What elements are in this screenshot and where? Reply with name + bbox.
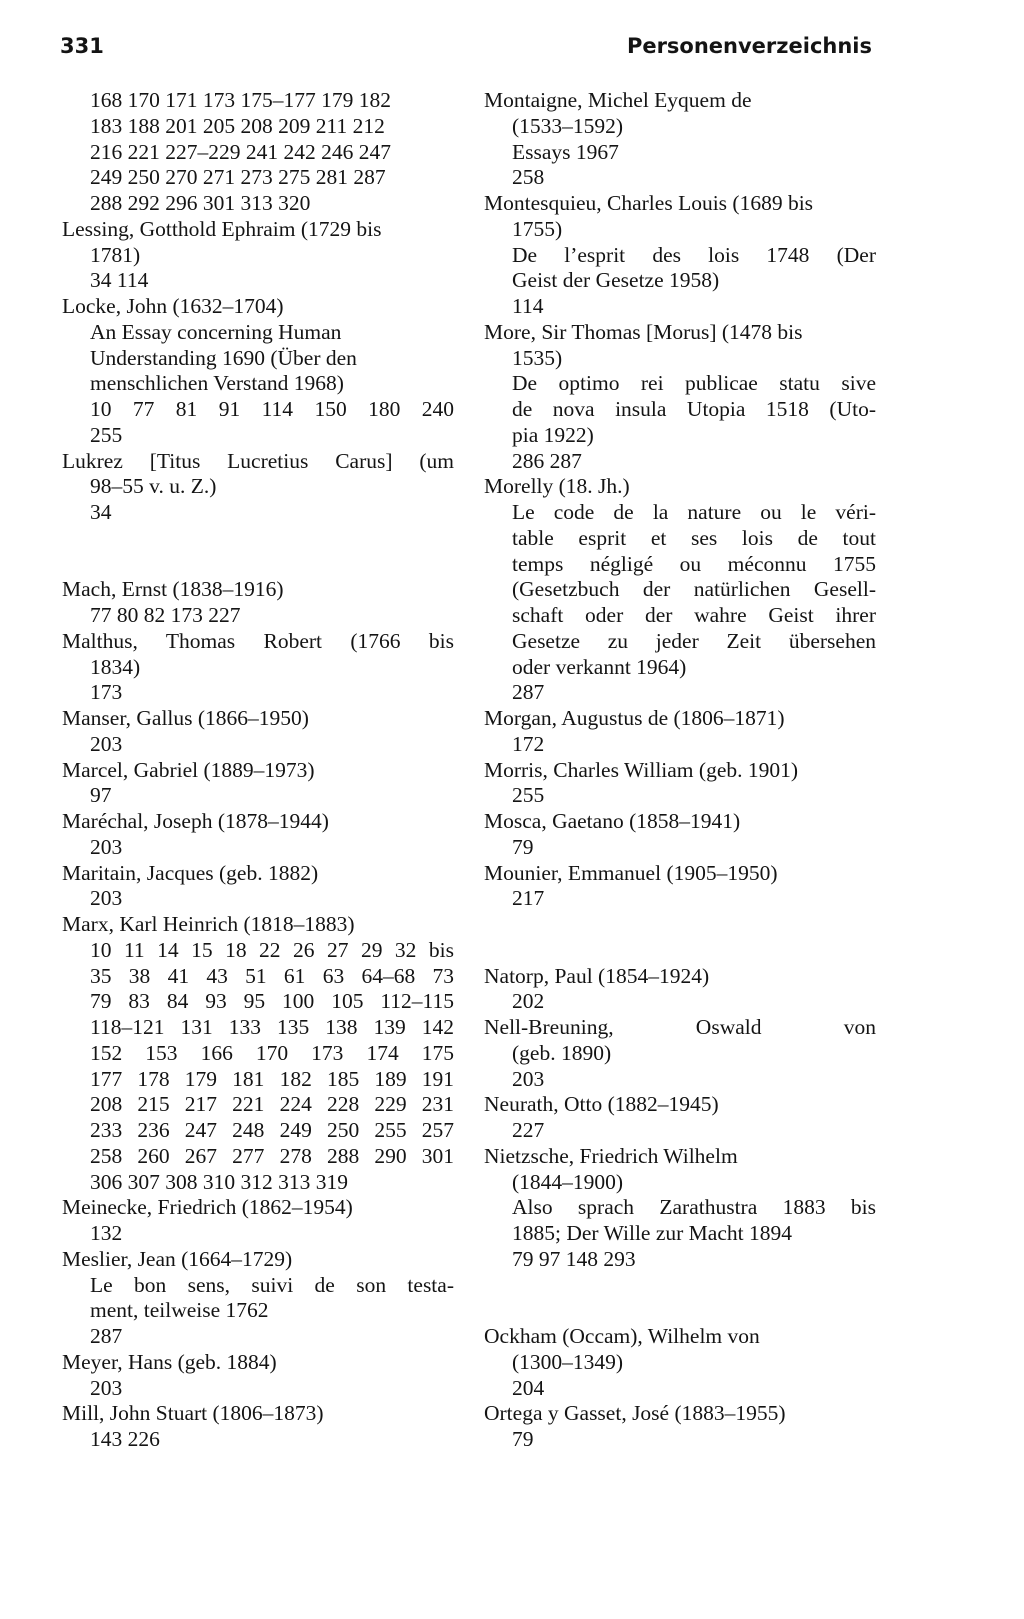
index-entry	[484, 1092, 876, 1144]
entry-page-refs: 288 292 296 301 313 320	[90, 191, 311, 215]
entry-page-refs: 249 250 270 271 273 275 281 287	[90, 165, 386, 190]
entry-continuation: (1300–1349)	[512, 1349, 624, 1374]
entry-name: Malthus, Thomas Robert (1766 bis	[62, 628, 454, 653]
entry-continuation: Essays 1967	[512, 139, 619, 164]
entry-name: Ortega y Gasset, José (1883–1955)	[484, 1401, 786, 1426]
index-entry	[484, 758, 876, 810]
entry-name: Nietzsche, Friedrich Wilhelm	[484, 1143, 738, 1168]
index-entry	[484, 809, 876, 861]
entry-name: Meyer, Hans (geb. 1884)	[62, 1349, 277, 1374]
entry-name: Lessing, Gotthold Ephraim (1729 bis	[62, 216, 382, 241]
entry-page-refs: 183 188 201 205 208 209 211 212	[90, 113, 385, 138]
index-entry	[62, 577, 454, 629]
entry-name: Ockham (Occam), Wilhelm von	[484, 1324, 760, 1348]
entry-page-refs: 79 97 148 293	[512, 1246, 636, 1271]
index-entry	[484, 1015, 876, 1092]
entry-page-refs: 203	[512, 1066, 545, 1091]
index-entry	[62, 449, 454, 526]
entry-continuation: table esprit et ses lois de tout	[512, 525, 876, 550]
entry-continuation: (1844–1900)	[512, 1169, 624, 1194]
entry-name: Morris, Charles William (geb. 1901)	[484, 757, 799, 782]
entry-name: Neurath, Otto (1882–1945)	[484, 1092, 719, 1117]
entry-page-refs: 306 307 308 310 312 313 319	[90, 1169, 348, 1194]
entry-page-refs: 258	[512, 165, 545, 190]
entry-page-refs: 10 77 81 91 114 150 180 240	[90, 397, 454, 421]
entry-page-refs: 97	[90, 783, 112, 808]
entry-page-refs: 208 215 217 221 224 228 229 231	[90, 1092, 454, 1117]
entry-continuation: de nova insula Utopia 1518 (Uto-	[512, 397, 876, 421]
entry-page-refs: 177 178 179 181 182 185 189 191	[90, 1066, 454, 1091]
entry-page-refs: 255	[512, 783, 545, 808]
index-entry	[484, 1144, 876, 1273]
index-entry	[484, 1324, 876, 1401]
entry-continuation: 1834)	[90, 654, 141, 679]
index-entry	[62, 294, 454, 449]
index-entry	[62, 706, 454, 758]
entry-page-refs: 10 11 14 15 18 22 26 27 29 32 bis	[90, 937, 454, 962]
entry-page-refs: 118–121 131 133 135 138 139 142	[90, 1015, 454, 1039]
index-entry	[62, 217, 454, 294]
entry-page-refs: 34 114	[90, 268, 149, 293]
page-number: 331	[60, 34, 104, 58]
entry-name: Locke, John (1632–1704)	[62, 294, 284, 318]
entry-continuation: 1755)	[512, 216, 563, 241]
entry-name: Manser, Gallus (1866–1950)	[62, 706, 309, 730]
entry-continuation: Gesetze zu jeder Zeit übersehen	[512, 628, 876, 653]
entry-continuation: 1781)	[90, 242, 141, 267]
index-entry	[62, 629, 454, 706]
letter-section-gap	[62, 526, 454, 578]
entry-page-refs: 287	[512, 680, 545, 705]
entry-name: Montaigne, Michel Eyquem de	[484, 88, 752, 112]
index-entry	[484, 88, 876, 191]
entry-name: Maritain, Jacques (geb. 1882)	[62, 860, 319, 885]
entry-continuation: menschlichen Verstand 1968)	[90, 371, 344, 396]
index-entry	[484, 861, 876, 913]
entry-continuation: Also sprach Zarathustra 1883 bis	[512, 1195, 876, 1220]
index-entry	[62, 758, 454, 810]
index-entry	[62, 88, 454, 217]
index-entry	[484, 320, 876, 475]
index-entry	[484, 964, 876, 1016]
entry-continuation: Le code de la nature ou le véri-	[512, 500, 876, 524]
entry-page-refs: 152 153 166 170 173 174 175	[90, 1040, 454, 1065]
entry-continuation: Geist der Gesetze 1958)	[512, 268, 720, 293]
entry-name: Meinecke, Friedrich (1862–1954)	[62, 1195, 353, 1220]
entry-page-refs: 203	[90, 731, 123, 756]
entry-page-refs: 287	[90, 1324, 123, 1348]
entry-page-refs: 203	[90, 834, 123, 859]
index-entry	[62, 1350, 454, 1402]
entry-name: Meslier, Jean (1664–1729)	[62, 1246, 293, 1271]
entry-page-refs: 79	[512, 834, 534, 859]
index-column-right	[484, 88, 876, 1453]
entry-page-refs: 217	[512, 886, 545, 911]
entry-name: Nell-Breuning, Oswald von	[484, 1015, 876, 1039]
index-entry	[484, 474, 876, 706]
entry-page-refs: 286 287	[512, 448, 582, 473]
entry-name: More, Sir Thomas [Morus] (1478 bis	[484, 319, 803, 344]
index-entry	[484, 191, 876, 320]
entry-name: Morelly (18. Jh.)	[484, 474, 630, 499]
entry-page-refs: 114	[512, 294, 544, 318]
entry-name: Montesquieu, Charles Louis (1689 bis	[484, 191, 814, 215]
entry-page-refs: 143 226	[90, 1427, 160, 1451]
entry-page-refs: 233 236 247 248 249 250 255 257	[90, 1118, 454, 1142]
entry-continuation: ment, teilweise 1762	[90, 1298, 269, 1323]
section-title: Personenverzeichnis	[626, 34, 872, 58]
entry-page-refs: 202	[512, 989, 545, 1014]
entry-page-refs: 79 83 84 93 95 100 105 112–115	[90, 989, 454, 1014]
entry-page-refs: 258 260 267 277 278 288 290 301	[90, 1143, 454, 1168]
entry-continuation: De l’esprit des lois 1748 (Der	[512, 242, 876, 267]
entry-page-refs: 216 221 227–229 241 242 246 247	[90, 139, 391, 164]
entry-name: Morgan, Augustus de (1806–1871)	[484, 706, 785, 730]
entry-name: Lukrez [Titus Lucretius Carus] (um	[62, 448, 454, 473]
entry-page-refs: 204	[512, 1375, 545, 1400]
entry-continuation: oder verkannt 1964)	[512, 654, 687, 679]
entry-page-refs: 168 170 171 173 175–177 179 182	[90, 88, 391, 112]
entry-continuation: (1533–1592)	[512, 113, 624, 138]
entry-name: Mach, Ernst (1838–1916)	[62, 577, 284, 602]
index-entry	[62, 861, 454, 913]
index-entry	[62, 1195, 454, 1247]
entry-page-refs: 203	[90, 1375, 123, 1400]
entry-page-refs: 255	[90, 422, 123, 447]
entry-page-refs: 77 80 82 173 227	[90, 603, 241, 627]
index-entry	[484, 706, 876, 758]
entry-page-refs: 173	[90, 680, 123, 705]
index-column-left	[62, 88, 454, 1453]
entry-name: Mosca, Gaetano (1858–1941)	[484, 809, 741, 833]
entry-continuation: (geb. 1890)	[512, 1040, 612, 1065]
index-entry	[62, 912, 454, 1195]
entry-continuation: schaft oder der wahre Geist ihrer	[512, 603, 876, 627]
entry-continuation: 1535)	[512, 345, 563, 370]
entry-page-refs: 203	[90, 886, 123, 911]
entry-continuation: De optimo rei publicae statu sive	[512, 371, 876, 396]
index-entry	[484, 1401, 876, 1453]
entry-continuation: temps négligé ou méconnu 1755	[512, 551, 876, 576]
entry-name: Marcel, Gabriel (1889–1973)	[62, 757, 315, 782]
entry-page-refs: 35 38 41 43 51 61 63 64–68 73	[90, 963, 454, 988]
entry-name: Mounier, Emmanuel (1905–1950)	[484, 860, 778, 885]
entry-page-refs: 34	[90, 500, 112, 524]
entry-continuation: 98–55 v. u. Z.)	[90, 474, 217, 499]
index-entry	[62, 809, 454, 861]
entry-name: Marx, Karl Heinrich (1818–1883)	[62, 912, 355, 936]
index-entry	[62, 1401, 454, 1453]
letter-section-gap	[484, 1273, 876, 1325]
entry-continuation: An Essay concerning Human	[90, 319, 342, 344]
entry-name: Maréchal, Joseph (1878–1944)	[62, 809, 329, 833]
entry-name: Natorp, Paul (1854–1924)	[484, 963, 710, 988]
entry-continuation: Le bon sens, suivi de son testa-	[90, 1272, 454, 1297]
page-header	[60, 34, 872, 74]
index-entry	[62, 1247, 454, 1350]
letter-section-gap	[484, 912, 876, 964]
entry-name: Mill, John Stuart (1806–1873)	[62, 1401, 324, 1426]
entry-continuation: 1885; Der Wille zur Macht 1894	[512, 1221, 792, 1245]
entry-page-refs: 132	[90, 1221, 123, 1245]
entry-page-refs: 172	[512, 731, 545, 756]
entry-continuation: Understanding 1690 (Über den	[90, 345, 357, 370]
entry-page-refs: 79	[512, 1427, 534, 1451]
entry-page-refs: 227	[512, 1118, 545, 1142]
entry-continuation: (Gesetzbuch der natürlichen Gesell-	[512, 577, 876, 602]
entry-continuation: pia 1922)	[512, 422, 594, 447]
